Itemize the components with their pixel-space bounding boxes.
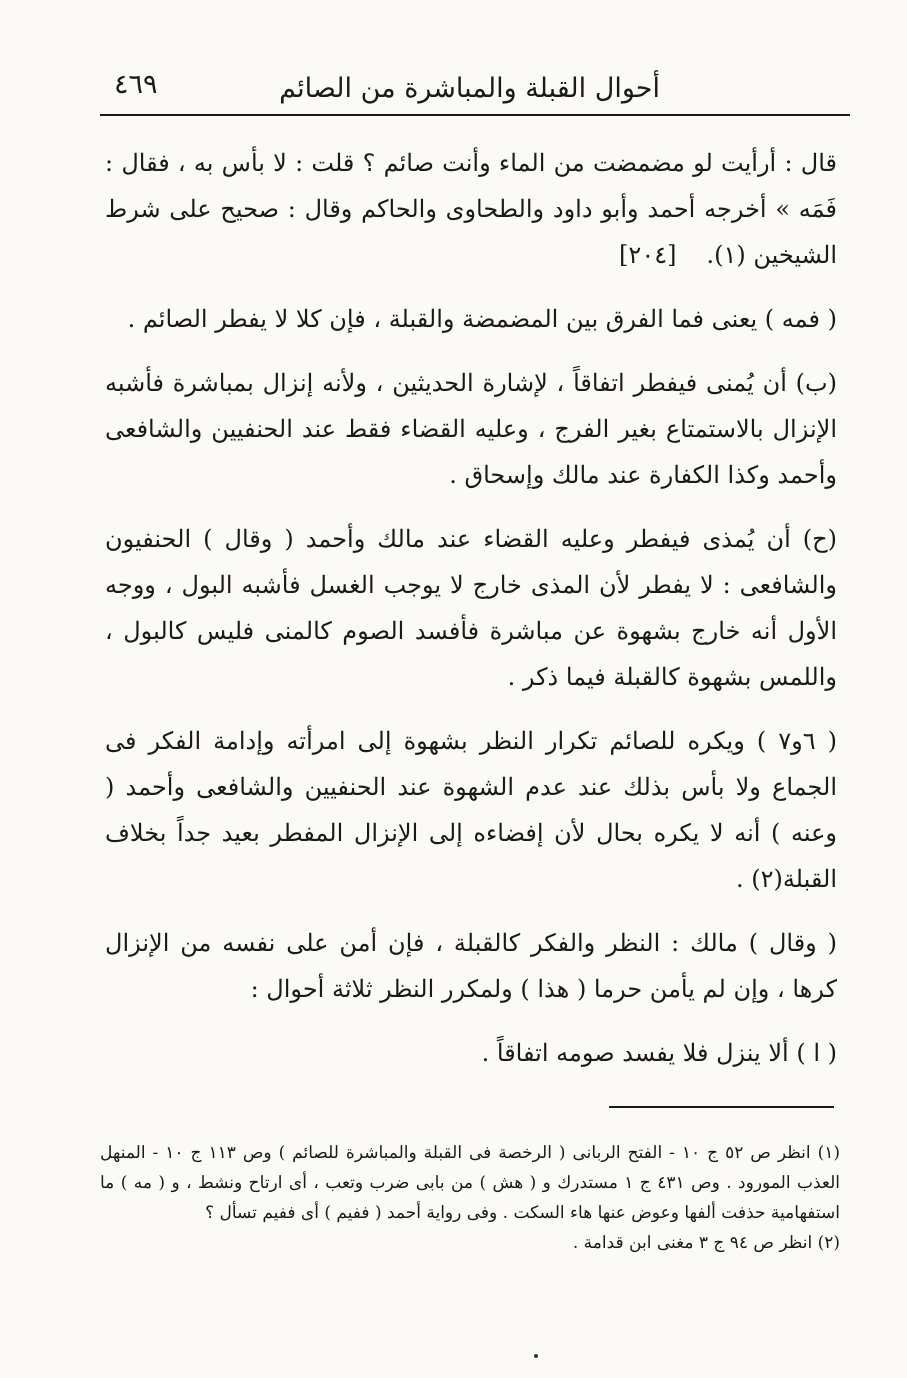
paragraph-case-h: (ح) أن يُمذى فيفطر وعليه القضاء عند مالك وأحمد ( وقال ) الحنفيون والشافعى : لا يفطر لأن المذى خارج لا يوجب الغسل فأشبه البول ، ووجه الأول أنه خارج بشهوة عن مباشرة فأفسد الصوم كالمنى فليس كالبول ، واللمس بشهوة كالقبلة فيما ذكر . [105,525,837,691]
paragraph-hadith [105,140,837,278]
footnote-separator [609,1106,834,1108]
paragraph-case-b: (ب) أن يُمنى فيفطر اتفاقاً ، لإشارة الحديثين ، ولأنه إنزال بمباشرة فأشبه الإنزال بالاستمتاع بغير الفرج ، وعليه القضاء فقط عند الحنفيين والشافعى وأحمد وكذا الكفارة عند مالك وإسحاق . [105,369,837,489]
paragraph-6-7: ( ٦و٧ ) ويكره للصائم تكرار النظر بشهوة إلى امرأته وإدامة الفكر فى الجماع ولا بأس بذلك عند عدم الشهوة عند الحنفيين والشافعى وأحمد ( وعنه ) أنه لا يكره بحال لأن إفضاءه إلى الإنزال المفطر بعيد جداً بخلاف القبلة(٢) . [105,727,837,893]
footnote-2: (٢) انظر ص ٩٤ ج ٣ مغنى ابن قدامة . [572,1233,840,1253]
paragraph-hadith-text: قال : أرأيت لو مضمضت من الماء وأنت صائم ؟ قلت : لا بأس به ، فقال : فَمَه » أخرجه أحمد وأبو داود والطحاوى والحاكم وقال : صحيح على شرط الشيخين (١). [105,149,837,269]
page-number: ٤٦٩ [114,69,158,100]
ink-dot [534,1354,538,1358]
running-title: أحوال القبلة والمباشرة من الصائم [279,73,660,104]
footnotes [100,1138,840,1258]
paragraph-case-a: ( ا ) ألا ينزل فلا يفسد صومه اتفاقاً . [481,1039,837,1067]
hadith-reference-number: [٢٠٤] [619,241,677,269]
footnote-1: (١) انظر ص ٥٢ ج ١٠ - الفتح الربانى ( الرخصة فى القبلة والمباشرة للصائم ) وص ١١٣ ج ١٠ - المنهل العذب المورود . وص ٤٣١ ج ١ مستدرك و ( هش ) من بابى ضرب وتعب ، أى ارتاح ونشط ، و ( مه ) ما استفهامية حذفت ألفها وعوض عنها هاء السكت . وفى رواية أحمد ( ففيم ) أى ففيم تسأل ؟ [100,1143,840,1223]
page-header [100,62,850,116]
paragraph-malik: ( وقال ) مالك : النظر والفكر كالقبلة ، فإن أمن على نفسه من الإنزال كرها ، وإن لم يأمن حرما ( هذا ) ولمكرر النظر ثلاثة أحوال : [105,929,837,1003]
paragraph-explanation: ( فمه ) يعنى فما الفرق بين المضمضة والقبلة ، فإن كلا لا يفطر الصائم . [127,305,837,333]
main-text [105,140,837,1094]
